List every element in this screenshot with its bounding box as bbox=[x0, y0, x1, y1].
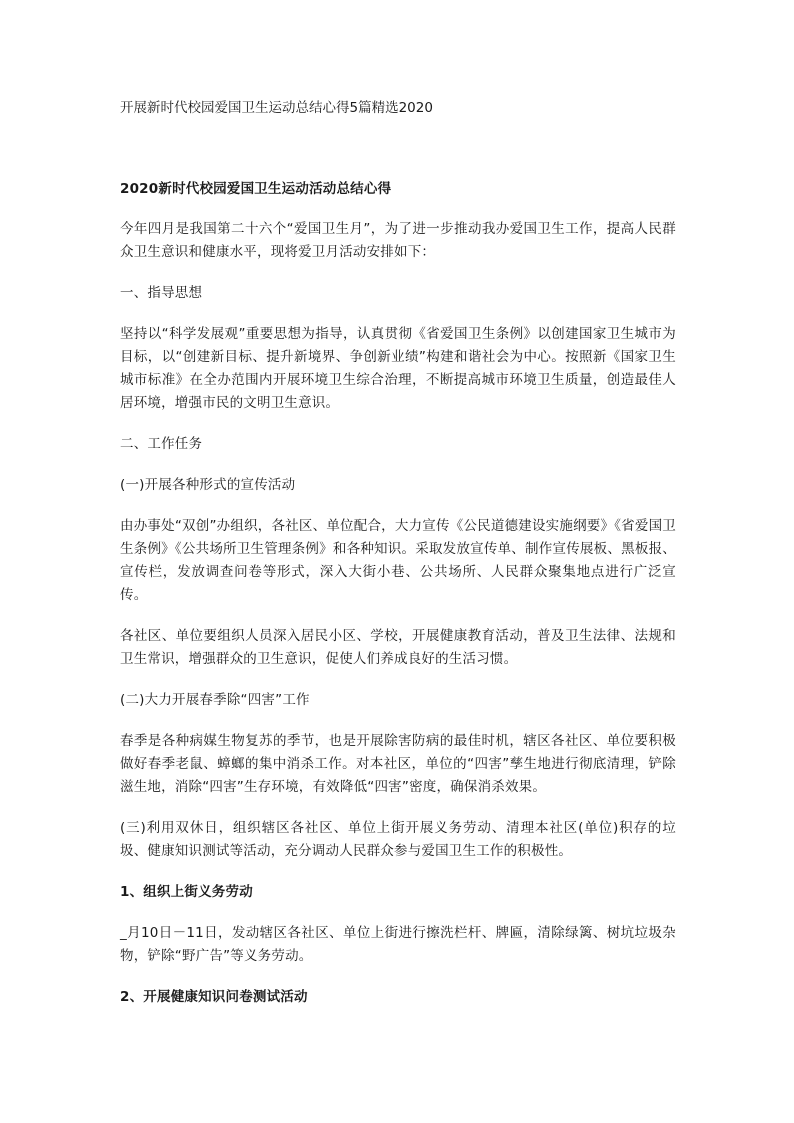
heading-street-volunteer-work: 1、组织上街义务劳动 bbox=[120, 884, 253, 900]
task-three-paragraph: (三)利用双休日，组织辖区各社区、单位上街开展义务劳动、清理本社区(单位)积存的垃圾、健康知识测试等活动，充分调动人民群众参与爱国卫生工作的积极性。 bbox=[120, 820, 676, 859]
document-body bbox=[120, 178, 676, 1027]
task-one-paragraph-1: 由办事处“双创”办组织，各社区、单位配合，大力宣传《公民道德建设实施纲要》《省爱国卫生条例》《公共场所卫生管理条例》和各种知识。采取发放宣传单、制作宣传展板、黑板报、宣传栏，发放调查问卷等形式，深入大街小巷、公共场所、人民群众聚集地点进行广泛宣传。 bbox=[120, 518, 676, 603]
task-one-paragraph-2: 各社区、单位要组织人员深入居民小区、学校，开展健康教育活动，普及卫生法律、法规和卫生常识，增强群众的卫生意识，促使人们养成良好的生活习惯。 bbox=[120, 628, 676, 667]
section-subtitle: 2020新时代校园爱国卫生运动活动总结心得 bbox=[120, 181, 392, 197]
heading-health-quiz: 2、开展健康知识问卷测试活动 bbox=[120, 989, 308, 1005]
heading-task-two: (二)大力开展春季除“四害”工作 bbox=[120, 692, 310, 708]
intro-paragraph: 今年四月是我国第二十六个“爱国卫生月”，为了进一步推动我办爱国卫生工作，提高人民群众卫生意识和健康水平，现将爱卫月活动安排如下： bbox=[120, 221, 676, 260]
task-two-paragraph: 春季是各种病媒生物复苏的季节，也是开展除害防病的最佳时机，辖区各社区、单位要积极做好春季老鼠、蟑螂的集中消杀工作。对本社区，单位的“四害”孳生地进行彻底清理，铲除滋生地，消除“四害”生存环境，有效降低“四害”密度，确保消杀效果。 bbox=[120, 733, 676, 795]
heading-task-one: (一)开展各种形式的宣传活动 bbox=[120, 477, 296, 493]
street-volunteer-work-paragraph: _月10日－11日，发动辖区各社区、单位上街进行擦洗栏杆、牌匾，清除绿篱、树坑垃圾杂物，铲除“野广告”等义务劳动。 bbox=[120, 925, 676, 964]
heading-work-tasks: 二、工作任务 bbox=[120, 436, 203, 452]
document-title: 开展新时代校园爱国卫生运动总结心得5篇精选2020 bbox=[120, 100, 433, 116]
guiding-ideology-paragraph: 坚持以“科学发展观”重要思想为指导，认真贯彻《省爱国卫生条例》以创建国家卫生城市为目标，以“创建新目标、提升新境界、争创新业绩”构建和谐社会为中心。按照新《国家卫生城市标准》在全办范围内开展环境卫生综合治理，不断提高城市环境卫生质量，创造最佳人居环境，增强市民的文明卫生意识。 bbox=[120, 326, 676, 411]
heading-guiding-ideology: 一、指导思想 bbox=[120, 285, 203, 301]
